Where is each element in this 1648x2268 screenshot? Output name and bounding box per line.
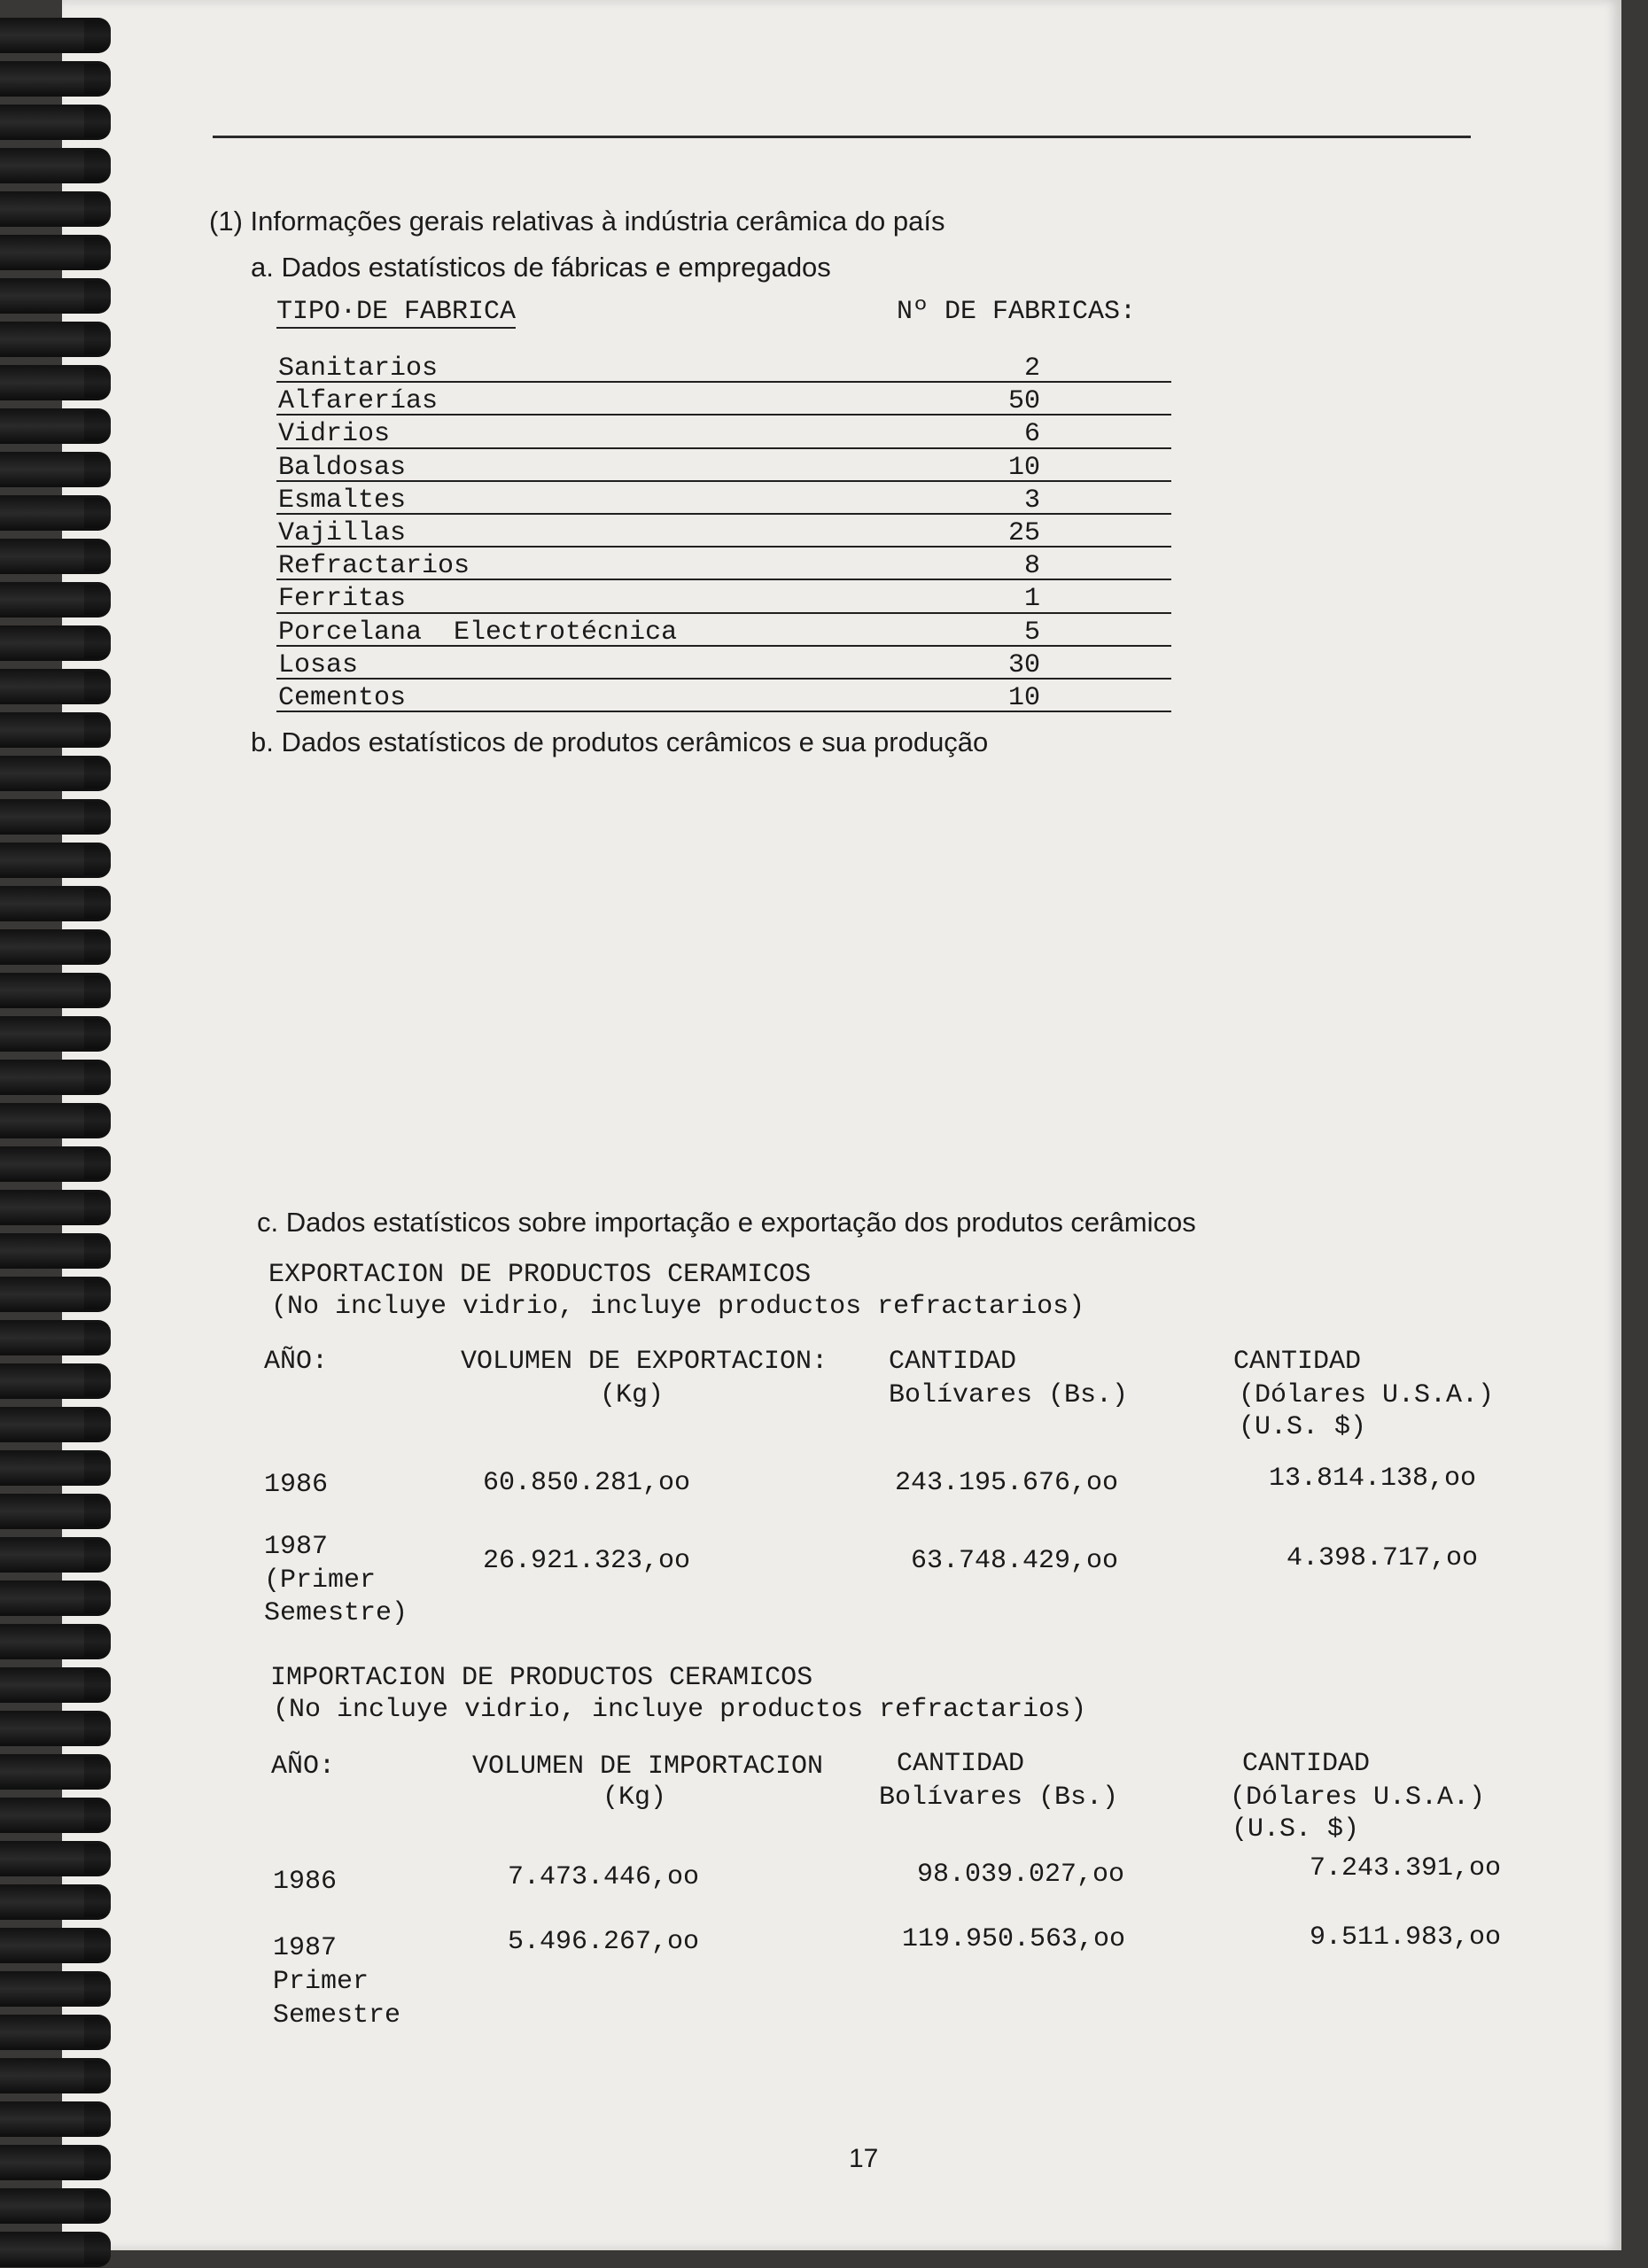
binding-ring-shadow xyxy=(84,107,111,137)
binding-ring-shadow xyxy=(84,1844,111,1874)
table-row xyxy=(276,449,1171,482)
binding-ring-shadow xyxy=(84,151,111,181)
binding-ring-shadow xyxy=(84,1496,111,1526)
binding-ring-shadow xyxy=(84,975,111,1006)
table-row xyxy=(276,614,1171,647)
import-col-bs: CANTIDAD xyxy=(897,1749,1025,1779)
factories-table-body xyxy=(276,350,1176,712)
import-row-1986-bs: 98.039.027,oo xyxy=(917,1860,1125,1890)
import-row-1987-year-note: Primer xyxy=(273,1967,369,1997)
binding-ring-shadow xyxy=(84,1583,111,1613)
factory-type: Esmaltes xyxy=(278,485,407,516)
binding-ring-shadow xyxy=(84,194,111,224)
import-row-1987-volume: 5.496.267,oo xyxy=(508,1927,700,1957)
factory-type: Losas xyxy=(278,649,359,680)
binding-ring-shadow xyxy=(84,1323,111,1353)
import-col-year: AÑO: xyxy=(271,1751,336,1782)
binding-ring-shadow xyxy=(84,585,111,615)
export-col-usd: CANTIDAD xyxy=(1233,1347,1362,1377)
export-row-1987-year-note: (Primer xyxy=(264,1565,377,1596)
export-row-1986-bs: 243.195.676,oo xyxy=(895,1468,1119,1498)
col-count-header: Nº DE FABRICAS: xyxy=(897,297,1137,327)
export-row-1987-year-note2: Semestre) xyxy=(264,1598,408,1628)
import-row-1986-usd: 7.243.391,oo xyxy=(1310,1853,1502,1884)
import-col-volume: VOLUMEN DE IMPORTACION xyxy=(472,1751,824,1782)
factory-type: Refractarios xyxy=(278,551,470,582)
binding-ring-shadow xyxy=(84,889,111,919)
factory-count: 8 xyxy=(1023,551,1040,582)
section-a-title: a. Dados estatísticos de fábricas e empregados xyxy=(251,252,831,283)
import-row-1987-year-note2: Semestre xyxy=(273,2000,401,2031)
export-col-year: AÑO: xyxy=(264,1347,329,1377)
binding-ring-shadow xyxy=(84,281,111,311)
binding-ring-shadow xyxy=(84,2104,111,2134)
binding-ring-shadow xyxy=(84,802,111,832)
binding-ring-shadow xyxy=(84,1410,111,1440)
binding-ring-shadow xyxy=(84,2148,111,2178)
binding-ring-shadow xyxy=(84,1149,111,1179)
factory-count: 6 xyxy=(1023,419,1040,450)
import-row-1987-usd: 9.511.983,oo xyxy=(1310,1922,1502,1953)
export-subheading: (No incluye vidrio, incluye productos refractarios) xyxy=(271,1292,1085,1322)
table-row xyxy=(276,548,1171,580)
factory-type: Ferritas xyxy=(278,584,407,615)
export-col-volume: VOLUMEN DE EXPORTACION: xyxy=(461,1347,828,1377)
factories-table xyxy=(276,297,1176,712)
factories-table-header xyxy=(276,297,1176,350)
import-subheading: (No incluye vidrio, incluye productos refractarios) xyxy=(273,1695,1087,1725)
binding-ring-shadow xyxy=(84,2234,111,2264)
spiral-binding xyxy=(0,0,115,2268)
export-row-1987-usd: 4.398.717,oo xyxy=(1287,1543,1479,1573)
import-col-volume-unit: (Kg) xyxy=(602,1783,667,1813)
binding-ring-shadow xyxy=(84,2061,111,2091)
import-row-1987-year: 1987 xyxy=(273,1933,338,1963)
section-b-title: b. Dados estatísticos de produtos cerâmicos e sua produção xyxy=(251,726,989,757)
binding-ring-shadow xyxy=(84,1062,111,1092)
binding-ring-shadow xyxy=(84,237,111,268)
factory-count: 25 xyxy=(1007,517,1040,548)
table-row xyxy=(276,482,1171,515)
export-row-1986-volume: 60.850.281,oo xyxy=(483,1468,691,1498)
table-row xyxy=(276,580,1171,613)
factory-type: Sanitarios xyxy=(278,353,439,384)
factory-count: 10 xyxy=(1007,682,1040,713)
table-row xyxy=(276,383,1171,416)
table-row xyxy=(276,350,1171,383)
import-row-1986-volume: 7.473.446,oo xyxy=(508,1862,700,1892)
factory-count: 10 xyxy=(1007,452,1040,483)
binding-ring-shadow xyxy=(84,2191,111,2221)
binding-ring-shadow xyxy=(84,1670,111,1700)
factory-type: Baldosas xyxy=(278,452,407,483)
factory-type: Vidrios xyxy=(278,419,391,450)
binding-ring-shadow xyxy=(84,1106,111,1136)
export-heading: EXPORTACION DE PRODUCTOS CERAMICOS xyxy=(268,1260,812,1290)
export-row-1986-year: 1986 xyxy=(264,1470,329,1500)
export-col-usd-unit: (Dólares U.S.A.) xyxy=(1239,1380,1495,1410)
factory-count: 5 xyxy=(1023,617,1040,648)
section-title: (1) Informações gerais relativas à indústria cerâmica do país xyxy=(209,206,945,237)
binding-ring-shadow xyxy=(84,411,111,441)
binding-ring-shadow xyxy=(84,1974,111,2004)
section-c-title: c. Dados estatísticos sobre importação e exportação dos produtos cerâmicos xyxy=(257,1207,1196,1238)
binding-ring-shadow xyxy=(84,1192,111,1223)
binding-ring-shadow xyxy=(84,324,111,354)
factory-count: 50 xyxy=(1007,386,1040,417)
import-col-bs-unit: Bolívares (Bs.) xyxy=(879,1783,1119,1813)
export-row-1987-year: 1987 xyxy=(264,1532,329,1562)
binding-ring-shadow xyxy=(84,498,111,528)
table-row xyxy=(276,647,1171,680)
export-col-usd-unit2: (U.S. $) xyxy=(1239,1412,1367,1442)
import-row-1986-year: 1986 xyxy=(273,1867,338,1897)
page-number: 17 xyxy=(849,2144,879,2173)
binding-ring-shadow xyxy=(84,932,111,962)
binding-ring-shadow xyxy=(84,454,111,485)
binding-ring-shadow xyxy=(84,628,111,658)
export-row-1987-volume: 26.921.323,oo xyxy=(483,1546,691,1576)
binding-ring-shadow xyxy=(84,368,111,398)
export-col-bs: CANTIDAD xyxy=(889,1347,1017,1377)
binding-ring-shadow xyxy=(84,1800,111,1830)
binding-ring-shadow xyxy=(84,1366,111,1396)
import-heading: IMPORTACION DE PRODUCTOS CERAMICOS xyxy=(270,1663,813,1693)
binding-ring-shadow xyxy=(84,541,111,571)
binding-ring-shadow xyxy=(84,1019,111,1049)
binding-ring-shadow xyxy=(84,1236,111,1266)
table-row xyxy=(276,680,1171,712)
top-rule xyxy=(213,136,1471,138)
factory-type: Vajillas xyxy=(278,517,407,548)
table-row xyxy=(276,515,1171,548)
binding-ring-shadow xyxy=(84,1930,111,1961)
factory-type: Alfarerías xyxy=(278,386,439,417)
binding-ring-shadow xyxy=(84,20,111,50)
import-col-usd: CANTIDAD xyxy=(1242,1749,1371,1779)
import-col-usd-unit: (Dólares U.S.A.) xyxy=(1230,1783,1486,1813)
factory-count: 1 xyxy=(1023,584,1040,615)
export-col-bs-unit: Bolívares (Bs.) xyxy=(889,1380,1129,1410)
binding-ring-shadow xyxy=(84,1540,111,1570)
binding-ring-shadow xyxy=(84,64,111,94)
binding-ring-shadow xyxy=(84,1453,111,1483)
binding-ring-shadow xyxy=(84,1279,111,1309)
factory-type: Porcelana Electrotécnica xyxy=(278,617,678,648)
export-row-1987-bs: 63.748.429,oo xyxy=(911,1546,1119,1576)
col-type-header: TIPO·DE FABRICA xyxy=(276,297,517,327)
binding-ring-shadow xyxy=(84,1887,111,1917)
factory-type: Cementos xyxy=(278,682,407,713)
binding-ring-shadow xyxy=(84,758,111,788)
binding-ring-shadow xyxy=(84,2017,111,2047)
binding-ring-shadow xyxy=(84,715,111,745)
table-row xyxy=(276,416,1171,448)
factory-count: 2 xyxy=(1023,353,1040,384)
export-row-1986-usd: 13.814.138,oo xyxy=(1269,1464,1477,1494)
binding-ring-shadow xyxy=(84,1627,111,1657)
factory-count: 3 xyxy=(1023,485,1040,516)
factory-count: 30 xyxy=(1007,649,1040,680)
binding-ring-shadow xyxy=(84,1757,111,1787)
import-row-1987-bs: 119.950.563,oo xyxy=(902,1924,1126,1954)
binding-ring-shadow xyxy=(84,845,111,875)
import-col-usd-unit2: (U.S. $) xyxy=(1232,1814,1360,1845)
binding-ring-shadow xyxy=(84,672,111,702)
export-col-volume-unit: (Kg) xyxy=(600,1380,665,1410)
binding-ring-shadow xyxy=(84,1713,111,1744)
